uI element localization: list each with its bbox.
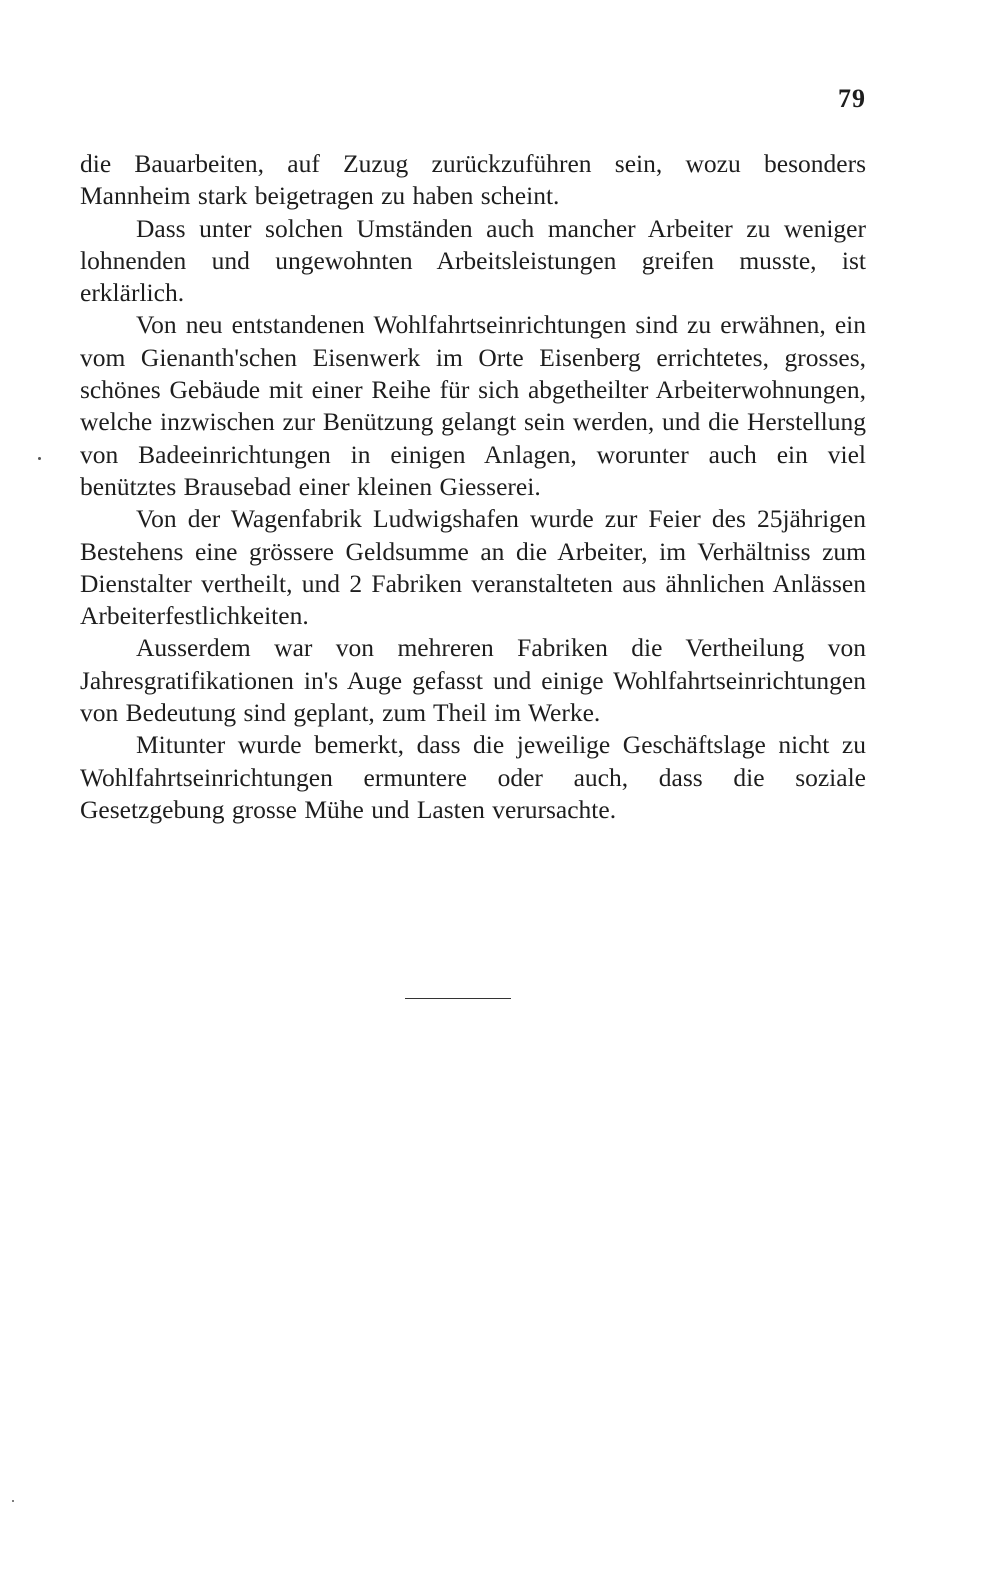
- paragraph-4: Von der Wagenfabrik Ludwigshafen wurde zur Feier des 25jährigen Bestehens eine grössere Geldsumme an die Arbeiter, im Verhältniss zum Dienstalter vertheilt, und 2 Fabriken veranstalteten aus ähnlichen Anlässen Arbeiterfestlichkeiten.: [80, 504, 866, 631]
- page-number: 79: [838, 84, 866, 113]
- closing-rule: [405, 998, 511, 999]
- paragraph-3: Von neu entstandenen Wohlfahrtseinrichtungen sind zu erwähnen, ein vom Gienanth'schen Eisenwerk im Orte Eisenberg errichtetes, grosses, schönes Gebäude mit einer Reihe für sich abgetheilter Arbeiterwohnungen, welche inzwischen zur Benützung gelangt sein werden, und die Herstellung von Badeeinrichtungen in einigen Anlagen, worunter auch ein viel benütztes Brausebad einer kleinen Giesserei.: [80, 310, 866, 501]
- paragraph-6: Mitunter wurde bemerkt, dass die jeweilige Geschäftslage nicht zu Wohlfahrtseinrichtungen ermuntere oder auch, dass die soziale Gesetzgebung grosse Mühe und Lasten verursachte.: [80, 730, 866, 824]
- paragraph-1: die Bauarbeiten, auf Zuzug zurückzuführen sein, wozu besonders Mannheim stark beigetragen zu haben scheint.: [80, 149, 866, 211]
- body-text: [80, 148, 866, 826]
- paragraph-5: Ausserdem war von mehreren Fabriken die Vertheilung von Jahresgratifikationen in's Auge gefasst und einige Wohlfahrtseinrichtungen von Bedeutung sind geplant, zum Theil im Werke.: [80, 633, 866, 728]
- margin-speck: [12, 1500, 14, 1502]
- margin-speck: [38, 457, 41, 460]
- paragraph-2: Dass unter solchen Umständen auch mancher Arbeiter zu weniger lohnenden und ungewohnten Arbeitsleistungen greifen musste, ist erklärlich.: [80, 213, 866, 308]
